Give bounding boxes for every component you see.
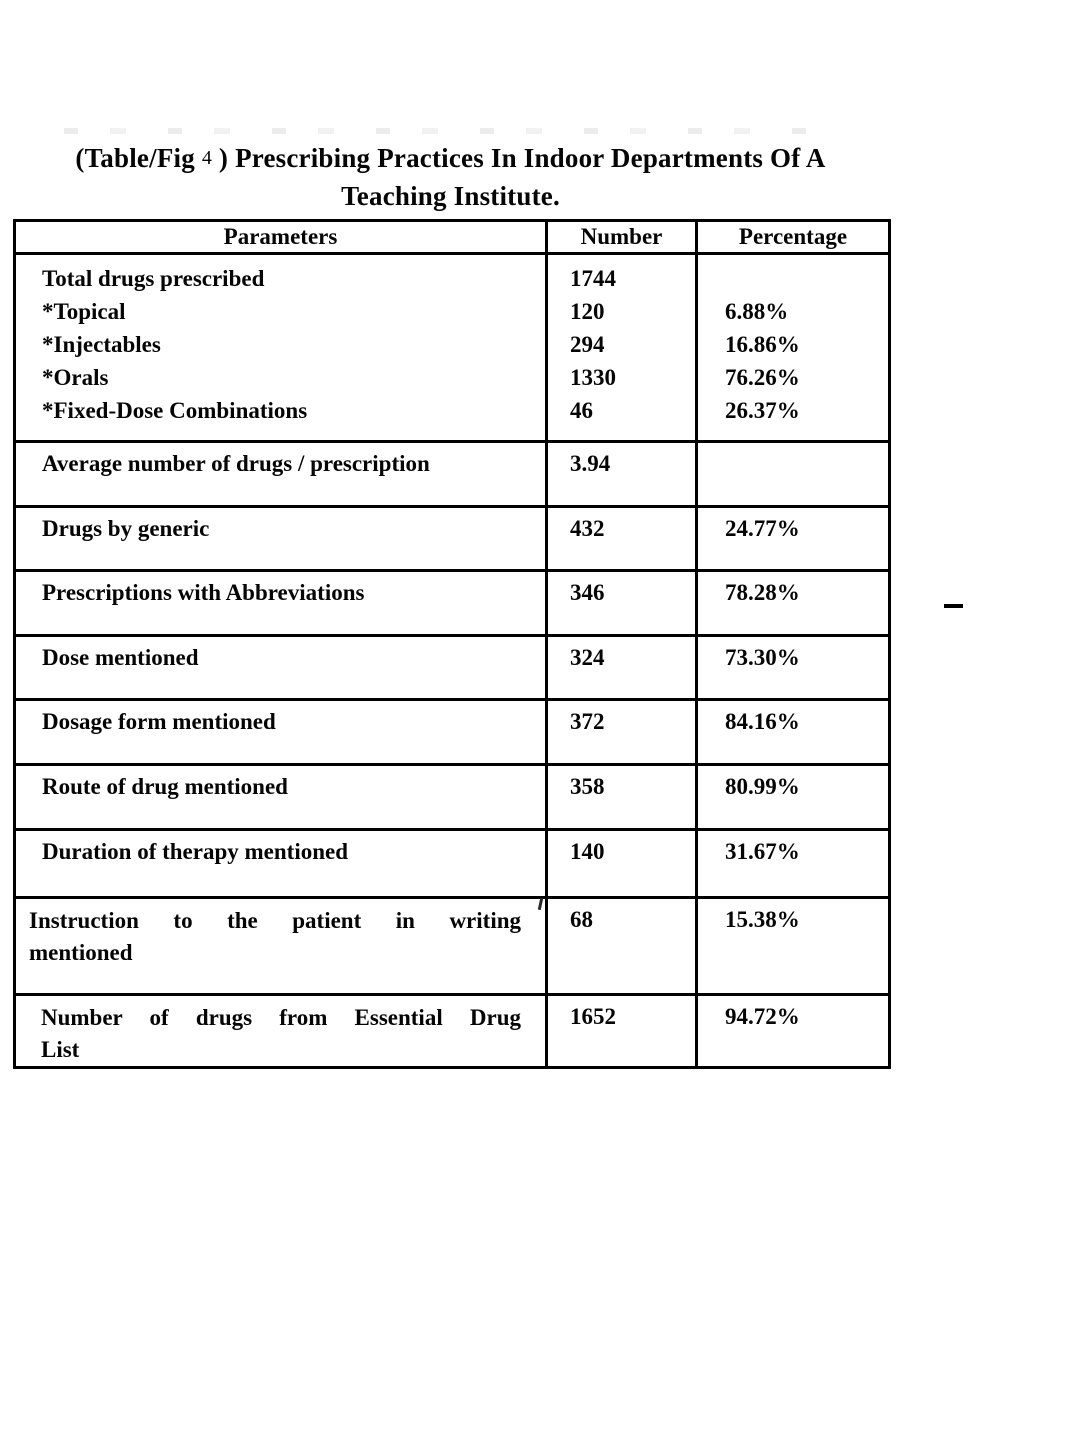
number-cell: 372 (547, 700, 697, 765)
number-line: 1330 (570, 365, 616, 390)
table-row-essential-drug-list (15, 995, 890, 1068)
param-cell (15, 254, 547, 442)
title-fig-number: 4 (201, 147, 212, 169)
table-row-dosage-form-mentioned (15, 700, 890, 765)
title-suffix: ) Prescribing Practices In Indoor Departments Of A (218, 143, 826, 173)
table-row-dose-mentioned (15, 636, 890, 700)
percentage-cell: 84.16% (697, 700, 890, 765)
param-cell: Dosage form mentioned (15, 700, 547, 765)
percentage-cell: 24.77% (697, 507, 890, 571)
param-cell (15, 995, 547, 1068)
percentage-cell (697, 254, 890, 442)
figure-title (13, 141, 888, 214)
number-line: 1744 (570, 266, 616, 291)
percentage-cell: 80.99% (697, 765, 890, 830)
table-row-drugs-by-generic (15, 507, 890, 571)
col-header-parameters: Parameters (15, 221, 547, 254)
prescribing-practices-table (13, 219, 891, 1069)
table-row-total-drugs-group (15, 254, 890, 442)
param-line: mentioned (29, 940, 133, 965)
number-line: 46 (570, 398, 593, 423)
percentage-cell: 94.72% (697, 995, 890, 1068)
param-cell: Duration of therapy mentioned (15, 830, 547, 898)
number-cell: 346 (547, 571, 697, 636)
percent-line (725, 262, 878, 295)
param-cell: Dose mentioned (15, 636, 547, 700)
percentage-cell: 15.38% (697, 898, 890, 995)
number-line: 120 (570, 299, 605, 324)
param-line: *Injectables (42, 332, 161, 357)
table-header-row (15, 221, 890, 254)
number-cell: 140 (547, 830, 697, 898)
scan-artifact-strip (64, 128, 836, 134)
number-cell: 68 (547, 898, 697, 995)
param-line: *Fixed-Dose Combinations (42, 398, 308, 423)
param-cell: Prescriptions with Abbreviations (15, 571, 547, 636)
percentage-cell: 73.30% (697, 636, 890, 700)
param-line: Instruction to the patient in writing (29, 908, 521, 933)
percentage-cell: 78.28% (697, 571, 890, 636)
param-line: Total drugs prescribed (42, 266, 265, 291)
param-line: *Topical (42, 299, 126, 324)
number-cell: 1652 (547, 995, 697, 1068)
table-row-duration-of-therapy (15, 830, 890, 898)
table-row-route-of-drug (15, 765, 890, 830)
number-line: 294 (570, 332, 605, 357)
table-row-prescriptions-abbreviations (15, 571, 890, 636)
table-row-average-drugs (15, 442, 890, 507)
param-cell (15, 898, 547, 995)
number-cell: 3.94 (547, 442, 697, 507)
title-line2: Teaching Institute. (341, 181, 560, 211)
title-prefix: (Table/Fig (75, 143, 195, 173)
param-cell: Drugs by generic (15, 507, 547, 571)
param-line: *Orals (42, 365, 109, 390)
number-cell (547, 254, 697, 442)
col-header-percentage: Percentage (697, 221, 890, 254)
percent-line: 26.37% (725, 398, 800, 423)
param-cell: Average number of drugs / prescription (15, 442, 547, 507)
number-cell: 358 (547, 765, 697, 830)
percentage-cell: 31.67% (697, 830, 890, 898)
param-line: List (41, 1037, 80, 1062)
param-cell: Route of drug mentioned (15, 765, 547, 830)
percent-line: 16.86% (725, 332, 800, 357)
percentage-cell (697, 442, 890, 507)
col-header-number: Number (547, 221, 697, 254)
table-row-instruction-in-writing (15, 898, 890, 995)
param-line: Number of drugs from Essential Drug (41, 1005, 521, 1030)
percent-line: 6.88% (725, 299, 789, 324)
dash-mark (944, 604, 963, 608)
number-cell: 324 (547, 636, 697, 700)
percent-line: 76.26% (725, 365, 800, 390)
number-cell: 432 (547, 507, 697, 571)
